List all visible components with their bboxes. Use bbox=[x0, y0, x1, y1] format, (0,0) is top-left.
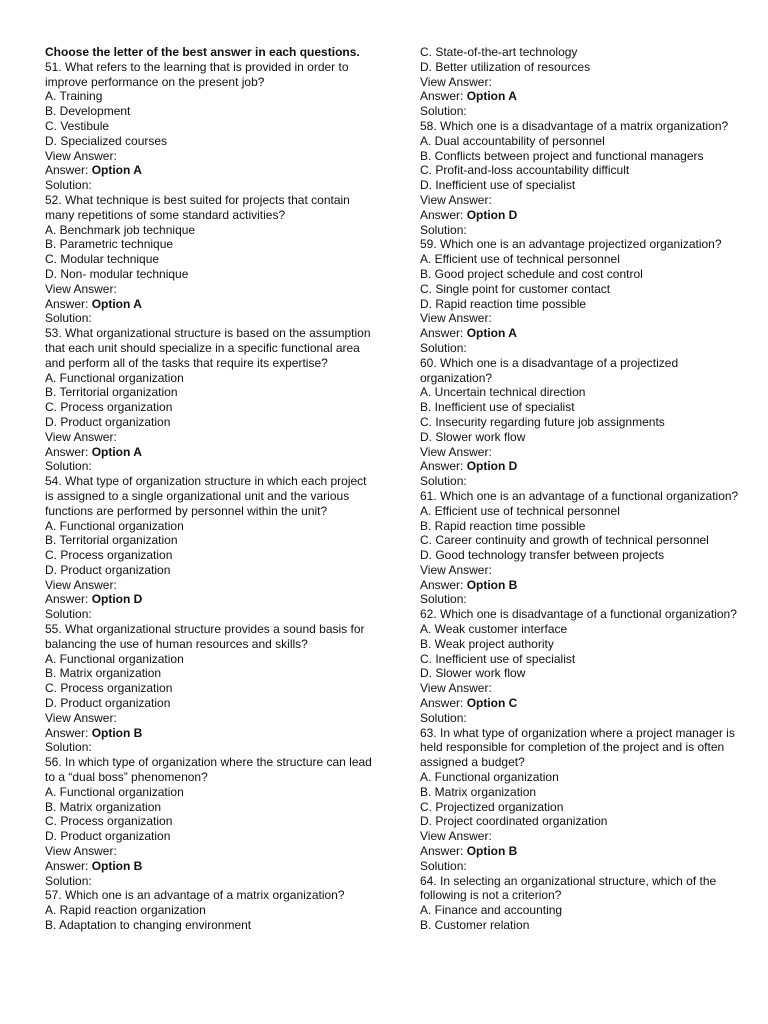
option-c: C. State-of-the-art technology bbox=[420, 45, 578, 59]
view-answer-label: View Answer: bbox=[420, 311, 492, 326]
option-c: C. Modular technique bbox=[45, 252, 160, 267]
solution-label: Solution: bbox=[45, 311, 92, 326]
view-answer-label: View Answer: bbox=[45, 710, 117, 725]
answer-line bbox=[420, 326, 752, 341]
question-text: 53. What organizational structure is based on the assumption that each unit should specialize in a specific functional area and perform all of the tasks that require its expertise? bbox=[45, 326, 374, 370]
option-a: A. Efficient use of technical personnel bbox=[420, 503, 620, 518]
answer-label: Answer: bbox=[420, 326, 467, 341]
view-answer-label: View Answer: bbox=[420, 562, 492, 577]
answer-value: Option A bbox=[91, 444, 142, 459]
option-d: D. Slower work flow bbox=[420, 429, 526, 444]
option-d: D. Slower work flow bbox=[420, 666, 526, 681]
option-c: C. Projectized organization bbox=[420, 799, 564, 814]
left-column bbox=[45, 45, 375, 933]
option-c: C. Insecurity regarding future job assignments bbox=[420, 414, 665, 429]
answer-line bbox=[420, 578, 752, 593]
answer-value: Option B bbox=[91, 725, 143, 740]
solution-label: Solution: bbox=[420, 592, 467, 607]
answer-line bbox=[420, 459, 752, 474]
view-answer-label: View Answer: bbox=[420, 829, 492, 844]
option-c: C. Single point for customer contact bbox=[420, 281, 611, 296]
answer-line bbox=[45, 726, 375, 741]
view-answer-label: View Answer: bbox=[45, 577, 117, 592]
option-c: C. Process organization bbox=[45, 400, 173, 415]
solution-label: Solution: bbox=[420, 858, 467, 873]
question-text: 51. What refers to the learning that is provided in order to improve performance on the present job? bbox=[45, 59, 352, 89]
question-text: 52. What technique is best suited for projects that contain many repetitions of some standard activities? bbox=[45, 192, 354, 222]
answer-label: Answer: bbox=[45, 592, 92, 607]
option-b: B. Customer relation bbox=[420, 918, 530, 933]
answer-value: Option B bbox=[466, 577, 518, 592]
option-d: D. Good technology transfer between projects bbox=[420, 548, 665, 563]
answer-value: Option A bbox=[91, 163, 142, 178]
option-b: B. Territorial organization bbox=[45, 385, 178, 400]
solution-label: Solution: bbox=[45, 607, 92, 622]
solution-label: Solution: bbox=[420, 340, 467, 355]
question-text: 58. Which one is a disadvantage of a matrix organization? bbox=[420, 118, 729, 133]
option-c: C. Profit-and-loss accountability difficult bbox=[420, 163, 630, 178]
answer-label: Answer: bbox=[420, 844, 467, 859]
option-c: C. Process organization bbox=[45, 814, 173, 829]
answer-line bbox=[420, 696, 752, 711]
answer-line bbox=[45, 445, 375, 460]
answer-label: Answer: bbox=[45, 725, 92, 740]
question-text: 61. Which one is an advantage of a functional organization? bbox=[420, 488, 739, 503]
option-c: C. Vestibule bbox=[45, 118, 110, 133]
view-answer-label: View Answer: bbox=[45, 148, 117, 163]
solution-label: Solution: bbox=[420, 222, 467, 237]
answer-line bbox=[45, 163, 375, 178]
question-text: 60. Which one is a disadvantage of a projectized organization? bbox=[420, 355, 682, 385]
option-a: A. Dual accountability of personnel bbox=[420, 133, 605, 148]
answer-value: Option A bbox=[466, 89, 517, 104]
view-answer-label: View Answer: bbox=[420, 444, 492, 459]
answer-value: Option D bbox=[91, 592, 143, 607]
answer-value: Option D bbox=[466, 459, 518, 474]
option-b: B. Rapid reaction time possible bbox=[420, 518, 586, 533]
view-answer-label: View Answer: bbox=[420, 74, 492, 89]
option-a: A. Functional organization bbox=[420, 770, 559, 785]
answer-label: Answer: bbox=[45, 444, 92, 459]
question-text: 63. In what type of organization where a project manager is held responsible for completion of the project and is often assigned a budget? bbox=[420, 725, 739, 770]
answer-label: Answer: bbox=[420, 207, 467, 222]
right-column bbox=[420, 45, 752, 933]
option-a: A. Efficient use of technical personnel bbox=[420, 252, 620, 267]
view-answer-label: View Answer: bbox=[420, 681, 492, 696]
question-text: 56. In which type of organization where the structure can lead to a “dual boss” phenomenon? bbox=[45, 755, 376, 785]
option-b: B. Inefficient use of specialist bbox=[420, 400, 575, 415]
option-c: C. Process organization bbox=[45, 681, 173, 696]
option-a: A. Functional organization bbox=[45, 518, 184, 533]
option-a: A. Rapid reaction organization bbox=[45, 903, 206, 918]
option-d: D. Project coordinated organization bbox=[420, 814, 608, 829]
option-d: D. Non- modular technique bbox=[45, 266, 189, 281]
answer-line bbox=[420, 89, 752, 104]
question-text: 57. Which one is an advantage of a matrix organization? bbox=[45, 888, 345, 903]
option-c: C. Inefficient use of specialist bbox=[420, 651, 576, 666]
answer-label: Answer: bbox=[45, 296, 92, 311]
option-a: A. Weak customer interface bbox=[420, 622, 568, 637]
solution-label: Solution: bbox=[420, 474, 467, 489]
option-b: B. Adaptation to changing environment bbox=[45, 918, 252, 933]
solution-label: Solution: bbox=[45, 740, 92, 755]
option-c: C. Process organization bbox=[45, 548, 173, 563]
answer-line bbox=[420, 844, 752, 859]
answer-value: Option C bbox=[466, 696, 518, 711]
option-a: A. Functional organization bbox=[45, 651, 184, 666]
answer-value: Option B bbox=[466, 844, 518, 859]
option-d: D. Product organization bbox=[45, 829, 171, 844]
view-answer-label: View Answer: bbox=[45, 844, 117, 859]
option-d: D. Product organization bbox=[45, 696, 171, 711]
option-b: B. Matrix organization bbox=[45, 666, 162, 681]
option-d: D. Specialized courses bbox=[45, 133, 168, 148]
question-text: 55. What organizational structure provides a sound basis for balancing the use of human resources and skills? bbox=[45, 622, 368, 651]
option-b: B. Weak project authority bbox=[420, 636, 554, 651]
option-a: A. Uncertain technical direction bbox=[420, 385, 586, 400]
solution-label: Solution: bbox=[45, 178, 92, 193]
option-d: D. Product organization bbox=[45, 414, 171, 429]
answer-label: Answer: bbox=[420, 459, 467, 474]
option-b: B. Matrix organization bbox=[45, 799, 162, 814]
answer-line bbox=[45, 297, 375, 312]
question-text: 54. What type of organization structure in which each project is assigned to a single organizational unit and the various functions are performed by personnel within the unit? bbox=[45, 474, 370, 518]
option-b: B. Good project schedule and cost control bbox=[420, 266, 643, 281]
option-b: B. Development bbox=[45, 104, 131, 119]
solution-label: Solution: bbox=[45, 873, 92, 888]
instructions-heading: Choose the letter of the best answer in each questions. bbox=[45, 45, 360, 59]
answer-label: Answer: bbox=[420, 577, 467, 592]
view-answer-label: View Answer: bbox=[420, 192, 492, 207]
solution-label: Solution: bbox=[420, 710, 467, 725]
option-b: B. Matrix organization bbox=[420, 784, 537, 799]
question-text: 62. Which one is disadvantage of a functional organization? bbox=[420, 607, 737, 622]
answer-line bbox=[45, 592, 375, 607]
answer-value: Option D bbox=[466, 207, 518, 222]
solution-label: Solution: bbox=[420, 104, 467, 119]
option-b: B. Territorial organization bbox=[45, 533, 178, 548]
option-a: A. Functional organization bbox=[45, 784, 184, 799]
answer-label: Answer: bbox=[420, 696, 467, 711]
question-text: 59. Which one is an advantage projectized organization? bbox=[420, 237, 722, 252]
option-b: B. Conflicts between project and functional managers bbox=[420, 148, 704, 163]
option-a: A. Training bbox=[45, 89, 103, 104]
answer-value: Option B bbox=[91, 858, 143, 873]
answer-label: Answer: bbox=[420, 89, 467, 104]
option-d: D. Rapid reaction time possible bbox=[420, 296, 587, 311]
view-answer-label: View Answer: bbox=[45, 281, 117, 296]
option-a: A. Benchmark job technique bbox=[45, 222, 196, 237]
answer-line bbox=[420, 208, 752, 223]
option-d: D. Product organization bbox=[45, 562, 171, 577]
option-d: D. Inefficient use of specialist bbox=[420, 178, 576, 193]
solution-label: Solution: bbox=[45, 459, 92, 474]
option-a: A. Functional organization bbox=[45, 370, 184, 385]
question-text: 64. In selecting an organizational structure, which of the following is not a criterion? bbox=[420, 873, 720, 903]
option-a: A. Finance and accounting bbox=[420, 903, 563, 918]
answer-line bbox=[45, 859, 375, 874]
answer-value: Option A bbox=[91, 296, 142, 311]
option-c: C. Career continuity and growth of technical personnel bbox=[420, 533, 709, 548]
answer-label: Answer: bbox=[45, 858, 92, 873]
option-b: B. Parametric technique bbox=[45, 237, 174, 252]
answer-value: Option A bbox=[466, 326, 517, 341]
option-d: D. Better utilization of resources bbox=[420, 59, 591, 74]
answer-label: Answer: bbox=[45, 163, 92, 178]
view-answer-label: View Answer: bbox=[45, 429, 117, 444]
